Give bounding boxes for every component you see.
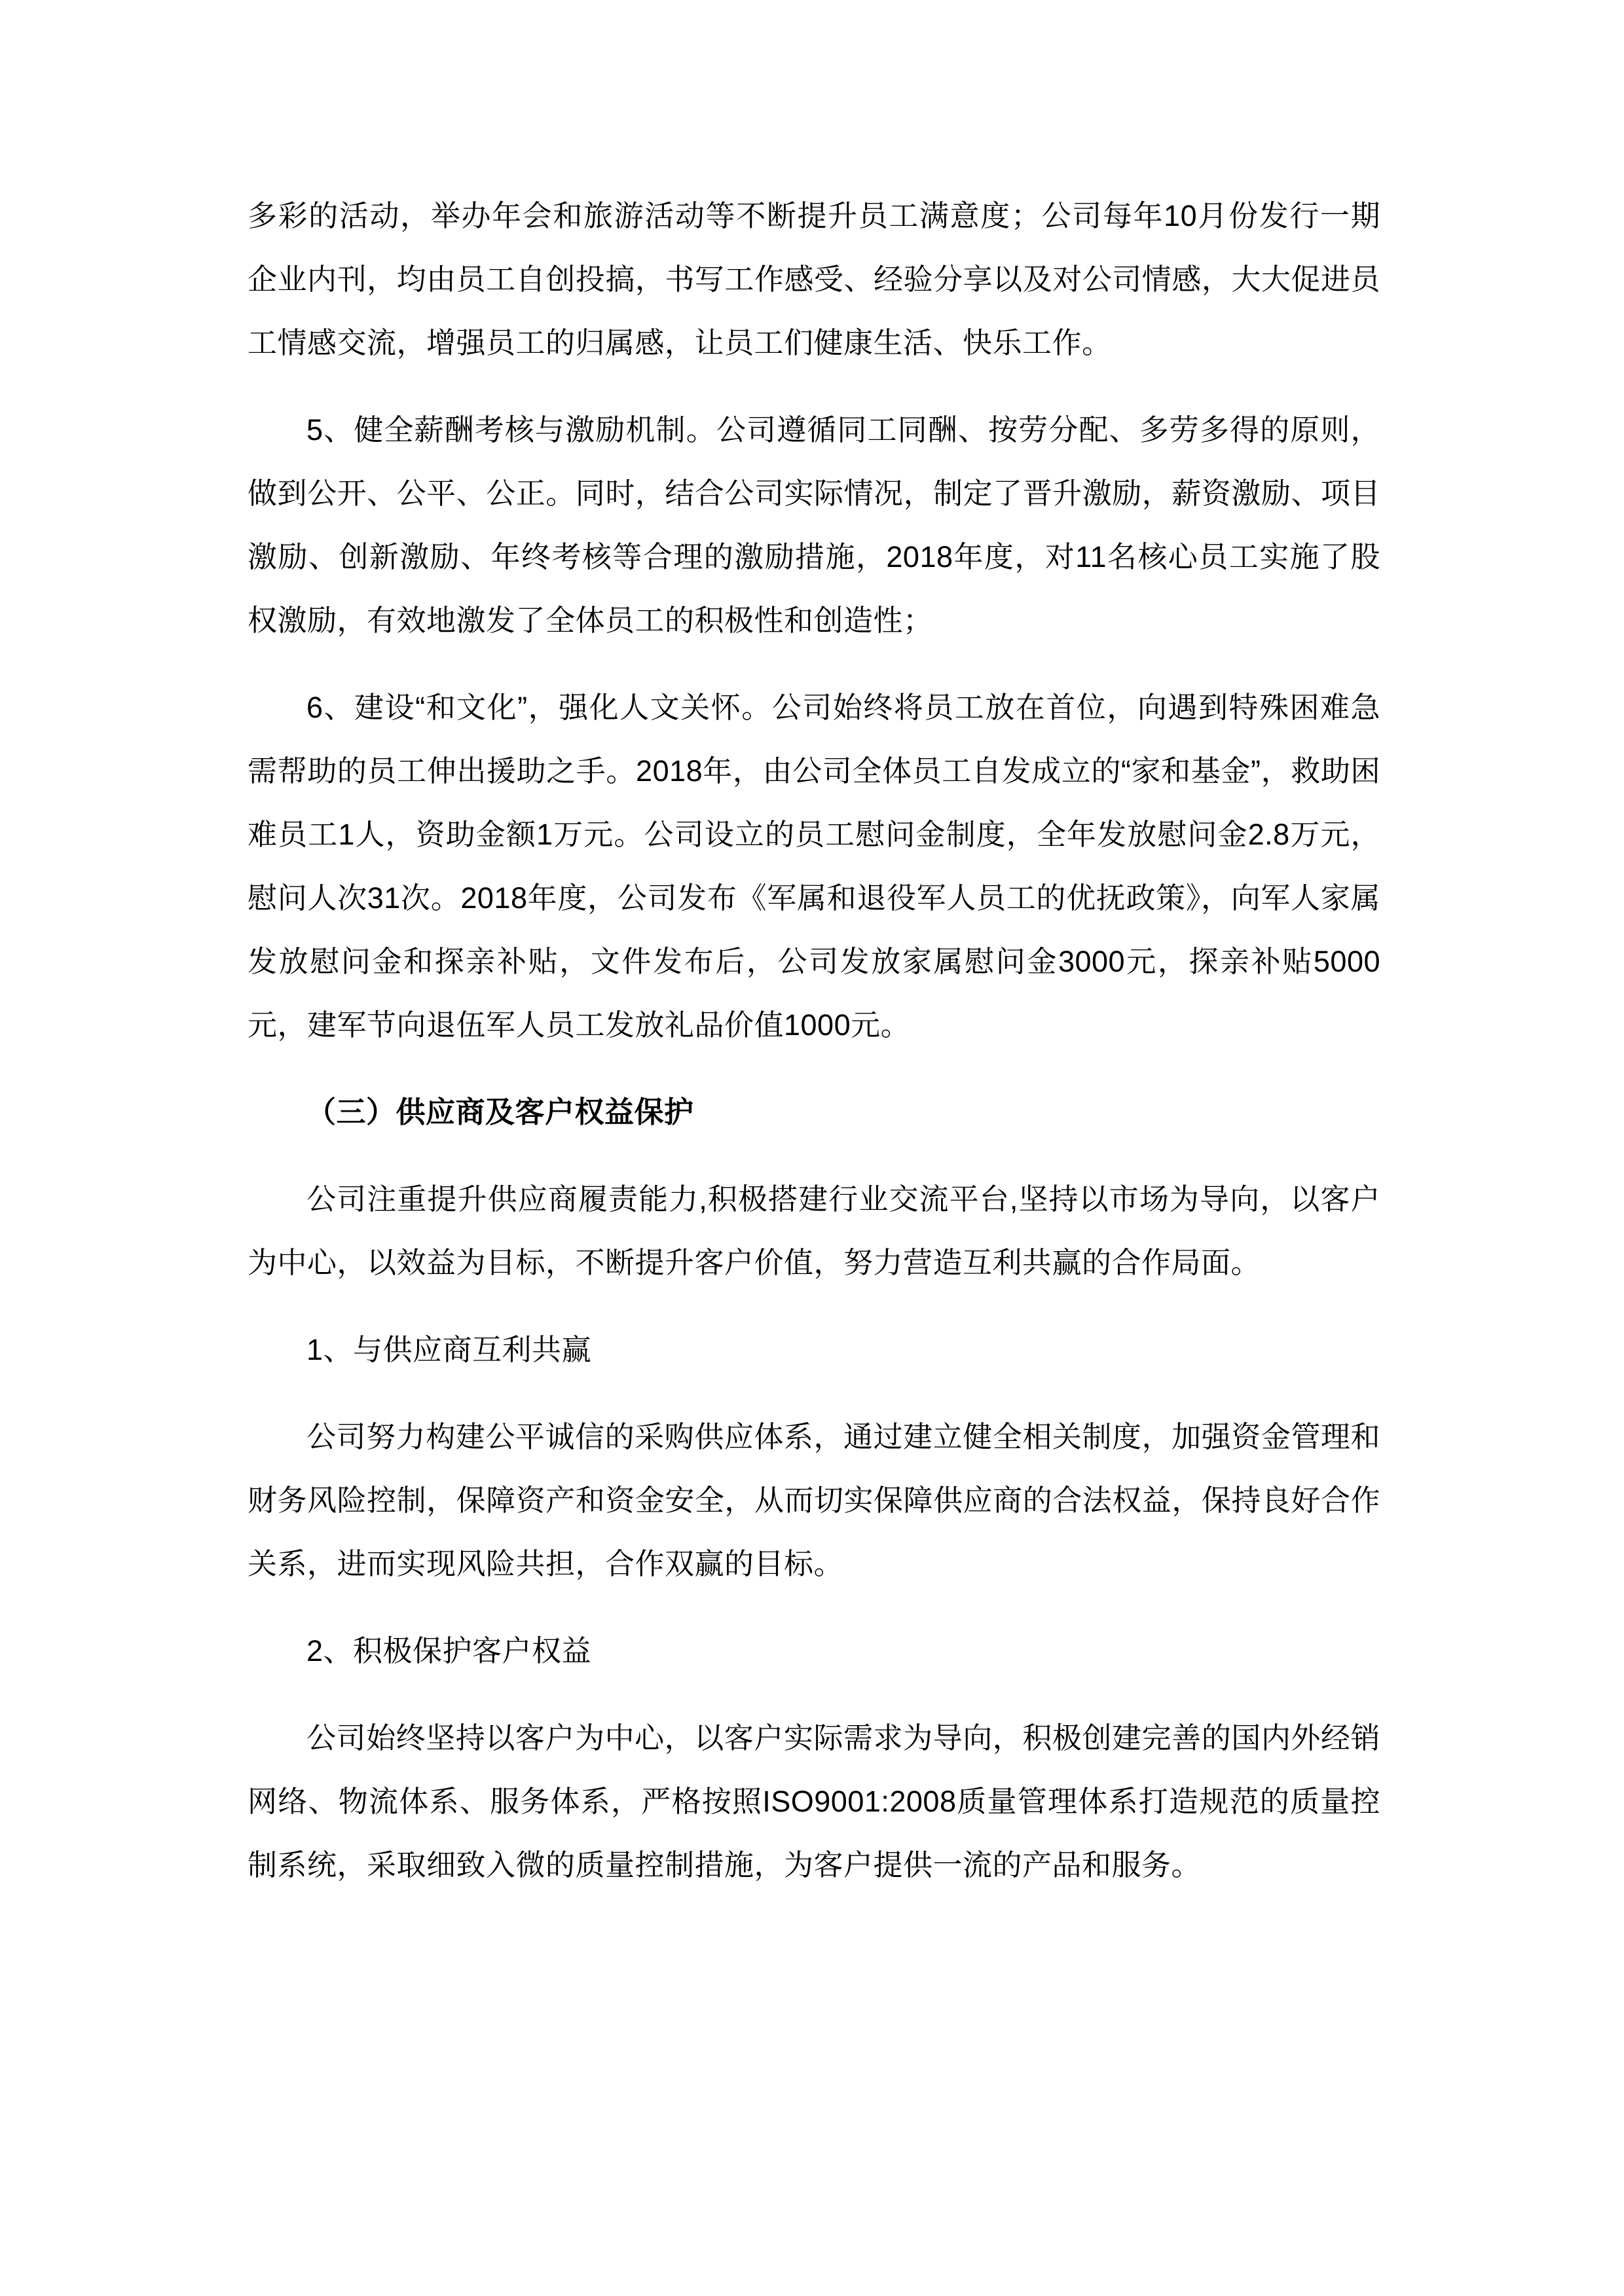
paragraph-employee-activities-continuation: 多彩的活动，举办年会和旅游活动等不断提升员工满意度；公司每年10月份发行一期企业内刊，均由员工自创投搞，书写工作感受、经验分享以及对公司情感，大大促进员工情感交流，增强员工的归属感，让员工们健康生活、快乐工作。 [248, 199, 1380, 359]
paragraph-procurement-system: 公司努力构建公平诚信的采购供应体系，通过建立健全相关制度，加强资金管理和财务风险控制，保障资产和资金安全，从而切实保障供应商的合法权益，保持良好合作关系，进而实现风险共担，合作双赢的目标。 [248, 1420, 1380, 1580]
paragraph-item-6-he-culture: 6、建设“和文化”，强化人文关怀。公司始终将员工放在首位，向遇到特殊困难急需帮助的员工伸出援助之手。2018年，由公司全体员工自发成立的“家和基金”，救助困难员工1人，资助金额1万元。公司设立的员工慰问金制度，全年发放慰问金2.8万元，慰问人次31次。2018年度，公司发布《军属和退役军人员工的优抚政策》，向军人家属发放慰问金和探亲补贴，文件发布后，公司发放家属慰问金3000元，探亲补贴5000元，建军节向退伍军人员工发放礼品价值1000元。 [248, 691, 1380, 1042]
section-heading-supplier-customer-rights: （三）供应商及客户权益保护 [306, 1095, 694, 1129]
subheading-supplier-win-win: 1、与供应商互利共赢 [306, 1333, 592, 1366]
document-content [248, 184, 1380, 1897]
subheading-customer-rights-protection: 2、积极保护客户权益 [306, 1634, 592, 1667]
paragraph-supplier-platform-intro: 公司注重提升供应商履责能力,积极搭建行业交流平台,坚持以市场为导向，以客户为中心，以效益为目标，不断提升客户价值，努力营造互利共赢的合作局面。 [248, 1182, 1380, 1279]
paragraph-customer-quality-system: 公司始终坚持以客户为中心，以客户实际需求为导向，积极创建完善的国内外经销网络、物流体系、服务体系，严格按照ISO9001:2008质量管理体系打造规范的质量控制系统，采取细致入微的质量控制措施，为客户提供一流的产品和服务。 [248, 1721, 1380, 1882]
paragraph-item-5-compensation-incentives: 5、健全薪酬考核与激励机制。公司遵循同工同酬、按劳分配、多劳多得的原则，做到公开、公平、公正。同时，结合公司实际情况，制定了晋升激励，薪资激励、项目激励、创新激励、年终考核等合理的激励措施，2018年度，对11名核心员工实施了股权激励，有效地激发了全体员工的积极性和创造性； [248, 413, 1380, 637]
